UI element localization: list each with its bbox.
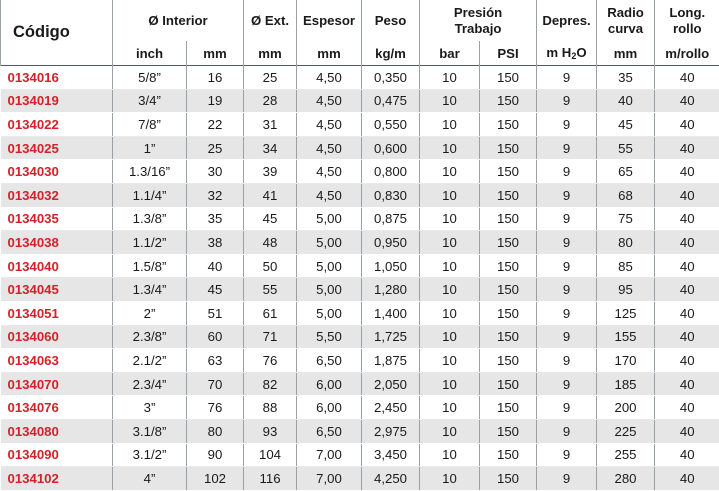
- cell-peso: 1,280: [362, 278, 420, 302]
- cell-espesor: 6,00: [297, 396, 362, 420]
- cell-depres: 9: [537, 113, 597, 137]
- unit-radio-mm: mm: [597, 41, 655, 66]
- cell-ext-mm: 82: [244, 372, 297, 396]
- cell-interior-mm: 35: [187, 207, 244, 231]
- table-row: [1, 372, 719, 396]
- cell-inch: 1.1/4”: [113, 183, 187, 207]
- cell-psi: 150: [480, 419, 537, 443]
- cell-depres: 9: [537, 278, 597, 302]
- table-row: [1, 183, 719, 207]
- cell-espesor: 4,50: [297, 183, 362, 207]
- header-presion-line2: Trabajo: [455, 21, 502, 36]
- unit-peso: kg/m: [362, 41, 420, 66]
- cell-long: 40: [655, 301, 719, 325]
- cell-long: 40: [655, 183, 719, 207]
- table-row: [1, 467, 719, 491]
- table-row: [1, 66, 719, 90]
- cell-peso: 0,550: [362, 113, 420, 137]
- table-row: [1, 443, 719, 467]
- table-row: [1, 349, 719, 373]
- cell-peso: 0,950: [362, 231, 420, 255]
- table-row: [1, 396, 719, 420]
- cell-code: 0134070: [1, 372, 113, 396]
- header-row-main: [1, 0, 719, 41]
- cell-ext-mm: 93: [244, 419, 297, 443]
- cell-peso: 1,400: [362, 301, 420, 325]
- cell-long: 40: [655, 372, 719, 396]
- cell-espesor: 4,50: [297, 89, 362, 113]
- cell-inch: 2.3/4”: [113, 372, 187, 396]
- cell-ext-mm: 28: [244, 89, 297, 113]
- cell-long: 40: [655, 231, 719, 255]
- cell-bar: 10: [420, 113, 480, 137]
- cell-depres: 9: [537, 349, 597, 373]
- cell-depres: 9: [537, 207, 597, 231]
- cell-depres: 9: [537, 301, 597, 325]
- cell-psi: 150: [480, 231, 537, 255]
- cell-espesor: 4,50: [297, 66, 362, 90]
- cell-code: 0134060: [1, 325, 113, 349]
- cell-ext-mm: 48: [244, 231, 297, 255]
- cell-long: 40: [655, 467, 719, 491]
- table-row: [1, 301, 719, 325]
- cell-depres: 9: [537, 231, 597, 255]
- cell-radio: 225: [597, 419, 655, 443]
- table-row: [1, 325, 719, 349]
- cell-code: 0134019: [1, 89, 113, 113]
- header-codigo: Código: [1, 0, 113, 66]
- unit-bar: bar: [420, 41, 480, 66]
- cell-interior-mm: 102: [187, 467, 244, 491]
- cell-bar: 10: [420, 66, 480, 90]
- cell-inch: 1.3/16”: [113, 160, 187, 184]
- cell-peso: 0,475: [362, 89, 420, 113]
- cell-interior-mm: 51: [187, 301, 244, 325]
- cell-peso: 2,975: [362, 419, 420, 443]
- unit-interior-mm: mm: [187, 41, 244, 66]
- cell-radio: 65: [597, 160, 655, 184]
- cell-interior-mm: 63: [187, 349, 244, 373]
- cell-interior-mm: 30: [187, 160, 244, 184]
- cell-inch: 4”: [113, 467, 187, 491]
- header-radio-line2: curva: [608, 21, 643, 36]
- cell-inch: 5/8”: [113, 66, 187, 90]
- cell-radio: 68: [597, 183, 655, 207]
- cell-code: 0134035: [1, 207, 113, 231]
- unit-ext-mm: mm: [244, 41, 297, 66]
- cell-peso: 2,050: [362, 372, 420, 396]
- unit-espesor-mm: mm: [297, 41, 362, 66]
- cell-long: 40: [655, 443, 719, 467]
- cell-inch: 2.1/2”: [113, 349, 187, 373]
- cell-ext-mm: 104: [244, 443, 297, 467]
- header-long-line1: Long.: [669, 5, 705, 20]
- cell-ext-mm: 41: [244, 183, 297, 207]
- cell-bar: 10: [420, 396, 480, 420]
- cell-interior-mm: 40: [187, 254, 244, 278]
- cell-psi: 150: [480, 183, 537, 207]
- table-row: [1, 113, 719, 137]
- cell-bar: 10: [420, 231, 480, 255]
- cell-interior-mm: 22: [187, 113, 244, 137]
- cell-radio: 155: [597, 325, 655, 349]
- cell-interior-mm: 90: [187, 443, 244, 467]
- cell-peso: 0,600: [362, 136, 420, 160]
- cell-radio: 55: [597, 136, 655, 160]
- cell-bar: 10: [420, 278, 480, 302]
- table-row: [1, 231, 719, 255]
- cell-bar: 10: [420, 349, 480, 373]
- header-peso: Peso: [362, 0, 420, 41]
- cell-depres: 9: [537, 66, 597, 90]
- cell-bar: 10: [420, 136, 480, 160]
- cell-psi: 150: [480, 443, 537, 467]
- cell-interior-mm: 60: [187, 325, 244, 349]
- cell-ext-mm: 116: [244, 467, 297, 491]
- cell-bar: 10: [420, 372, 480, 396]
- cell-radio: 95: [597, 278, 655, 302]
- cell-radio: 200: [597, 396, 655, 420]
- cell-espesor: 5,00: [297, 207, 362, 231]
- cell-long: 40: [655, 207, 719, 231]
- cell-long: 40: [655, 419, 719, 443]
- cell-peso: 4,250: [362, 467, 420, 491]
- cell-code: 0134032: [1, 183, 113, 207]
- cell-depres: 9: [537, 325, 597, 349]
- cell-code: 0134025: [1, 136, 113, 160]
- cell-depres: 9: [537, 254, 597, 278]
- cell-peso: 1,050: [362, 254, 420, 278]
- table-row: [1, 89, 719, 113]
- cell-code: 0134045: [1, 278, 113, 302]
- cell-ext-mm: 55: [244, 278, 297, 302]
- cell-bar: 10: [420, 160, 480, 184]
- cell-interior-mm: 80: [187, 419, 244, 443]
- cell-bar: 10: [420, 301, 480, 325]
- cell-peso: 0,875: [362, 207, 420, 231]
- cell-espesor: 4,50: [297, 136, 362, 160]
- cell-code: 0134038: [1, 231, 113, 255]
- cell-radio: 80: [597, 231, 655, 255]
- cell-psi: 150: [480, 207, 537, 231]
- cell-ext-mm: 34: [244, 136, 297, 160]
- header-radio: [597, 0, 655, 41]
- cell-psi: 150: [480, 301, 537, 325]
- cell-code: 0134090: [1, 443, 113, 467]
- table-row: [1, 419, 719, 443]
- cell-peso: 1,725: [362, 325, 420, 349]
- cell-code: 0134016: [1, 66, 113, 90]
- cell-ext-mm: 31: [244, 113, 297, 137]
- cell-psi: 150: [480, 66, 537, 90]
- cell-radio: 125: [597, 301, 655, 325]
- cell-radio: 170: [597, 349, 655, 373]
- header-depres: Depres.: [537, 0, 597, 41]
- cell-psi: 150: [480, 254, 537, 278]
- header-ext: Ø Ext.: [244, 0, 297, 41]
- cell-psi: 150: [480, 89, 537, 113]
- cell-interior-mm: 16: [187, 66, 244, 90]
- cell-code: 0134063: [1, 349, 113, 373]
- table-header: [1, 0, 719, 66]
- cell-espesor: 7,00: [297, 467, 362, 491]
- cell-psi: 150: [480, 113, 537, 137]
- cell-psi: 150: [480, 136, 537, 160]
- cell-interior-mm: 25: [187, 136, 244, 160]
- cell-espesor: 6,50: [297, 419, 362, 443]
- cell-depres: 9: [537, 160, 597, 184]
- cell-radio: 75: [597, 207, 655, 231]
- cell-peso: 0,350: [362, 66, 420, 90]
- table-row: [1, 207, 719, 231]
- table-row: [1, 278, 719, 302]
- cell-interior-mm: 38: [187, 231, 244, 255]
- cell-inch: 3.1/2”: [113, 443, 187, 467]
- cell-peso: 1,875: [362, 349, 420, 373]
- cell-psi: 150: [480, 372, 537, 396]
- cell-espesor: 5,00: [297, 254, 362, 278]
- cell-inch: 1.5/8”: [113, 254, 187, 278]
- cell-psi: 150: [480, 160, 537, 184]
- cell-radio: 35: [597, 66, 655, 90]
- cell-interior-mm: 70: [187, 372, 244, 396]
- cell-espesor: 5,50: [297, 325, 362, 349]
- cell-code: 0134040: [1, 254, 113, 278]
- cell-ext-mm: 39: [244, 160, 297, 184]
- cell-ext-mm: 71: [244, 325, 297, 349]
- table-row: [1, 160, 719, 184]
- cell-depres: 9: [537, 467, 597, 491]
- cell-bar: 10: [420, 207, 480, 231]
- cell-depres: 9: [537, 372, 597, 396]
- cell-radio: 185: [597, 372, 655, 396]
- cell-inch: 1”: [113, 136, 187, 160]
- unit-inch: inch: [113, 41, 187, 66]
- cell-psi: 150: [480, 349, 537, 373]
- cell-depres: 9: [537, 396, 597, 420]
- cell-code: 0134080: [1, 419, 113, 443]
- cell-inch: 7/8”: [113, 113, 187, 137]
- header-interior: Ø Interior: [113, 0, 244, 41]
- unit-long: m/rollo: [655, 41, 719, 66]
- cell-espesor: 6,00: [297, 372, 362, 396]
- cell-bar: 10: [420, 325, 480, 349]
- cell-inch: 1.3/4”: [113, 278, 187, 302]
- cell-long: 40: [655, 278, 719, 302]
- cell-radio: 45: [597, 113, 655, 137]
- cell-inch: 3.1/8”: [113, 419, 187, 443]
- unit-depres-sub: 2: [571, 51, 576, 61]
- cell-depres: 9: [537, 183, 597, 207]
- cell-espesor: 6,50: [297, 349, 362, 373]
- cell-ext-mm: 61: [244, 301, 297, 325]
- cell-inch: 2”: [113, 301, 187, 325]
- cell-long: 40: [655, 254, 719, 278]
- cell-psi: 150: [480, 396, 537, 420]
- cell-depres: 9: [537, 136, 597, 160]
- cell-espesor: 5,00: [297, 278, 362, 302]
- header-long-line2: rollo: [673, 21, 702, 36]
- cell-code: 0134022: [1, 113, 113, 137]
- cell-radio: 280: [597, 467, 655, 491]
- header-radio-line1: Radio: [607, 5, 644, 20]
- cell-code: 0134076: [1, 396, 113, 420]
- header-presion: [420, 0, 537, 41]
- cell-peso: 0,830: [362, 183, 420, 207]
- cell-interior-mm: 45: [187, 278, 244, 302]
- unit-depres: [537, 41, 597, 66]
- cell-long: 40: [655, 325, 719, 349]
- cell-psi: 150: [480, 467, 537, 491]
- cell-peso: 0,800: [362, 160, 420, 184]
- cell-radio: 255: [597, 443, 655, 467]
- cell-long: 40: [655, 136, 719, 160]
- header-espesor: Espesor: [297, 0, 362, 41]
- cell-espesor: 5,00: [297, 231, 362, 255]
- cell-ext-mm: 50: [244, 254, 297, 278]
- cell-ext-mm: 25: [244, 66, 297, 90]
- cell-espesor: 5,00: [297, 301, 362, 325]
- cell-ext-mm: 76: [244, 349, 297, 373]
- cell-radio: 40: [597, 89, 655, 113]
- cell-bar: 10: [420, 183, 480, 207]
- header-presion-line1: Presión: [454, 5, 502, 20]
- cell-long: 40: [655, 349, 719, 373]
- cell-long: 40: [655, 66, 719, 90]
- cell-bar: 10: [420, 254, 480, 278]
- cell-code: 0134030: [1, 160, 113, 184]
- cell-code: 0134102: [1, 467, 113, 491]
- unit-depres-suffix: O: [576, 45, 586, 60]
- cell-long: 40: [655, 160, 719, 184]
- table-body: [1, 66, 719, 491]
- cell-espesor: 7,00: [297, 443, 362, 467]
- unit-psi: PSI: [480, 41, 537, 66]
- cell-long: 40: [655, 113, 719, 137]
- cell-code: 0134051: [1, 301, 113, 325]
- cell-inch: 1.1/2”: [113, 231, 187, 255]
- unit-depres-prefix: m H: [546, 45, 571, 60]
- cell-psi: 150: [480, 278, 537, 302]
- cell-depres: 9: [537, 443, 597, 467]
- cell-bar: 10: [420, 419, 480, 443]
- cell-bar: 10: [420, 443, 480, 467]
- cell-peso: 2,450: [362, 396, 420, 420]
- cell-ext-mm: 88: [244, 396, 297, 420]
- cell-psi: 150: [480, 325, 537, 349]
- cell-espesor: 4,50: [297, 113, 362, 137]
- cell-interior-mm: 19: [187, 89, 244, 113]
- cell-espesor: 4,50: [297, 160, 362, 184]
- cell-ext-mm: 45: [244, 207, 297, 231]
- header-long: [655, 0, 719, 41]
- cell-long: 40: [655, 396, 719, 420]
- cell-inch: 3”: [113, 396, 187, 420]
- cell-inch: 2.3/8”: [113, 325, 187, 349]
- cell-interior-mm: 76: [187, 396, 244, 420]
- table-row: [1, 136, 719, 160]
- cell-depres: 9: [537, 419, 597, 443]
- cell-inch: 3/4”: [113, 89, 187, 113]
- cell-peso: 3,450: [362, 443, 420, 467]
- cell-bar: 10: [420, 89, 480, 113]
- cell-radio: 85: [597, 254, 655, 278]
- cell-long: 40: [655, 89, 719, 113]
- cell-bar: 10: [420, 467, 480, 491]
- cell-depres: 9: [537, 89, 597, 113]
- table-row: [1, 254, 719, 278]
- cell-inch: 1.3/8”: [113, 207, 187, 231]
- cell-interior-mm: 32: [187, 183, 244, 207]
